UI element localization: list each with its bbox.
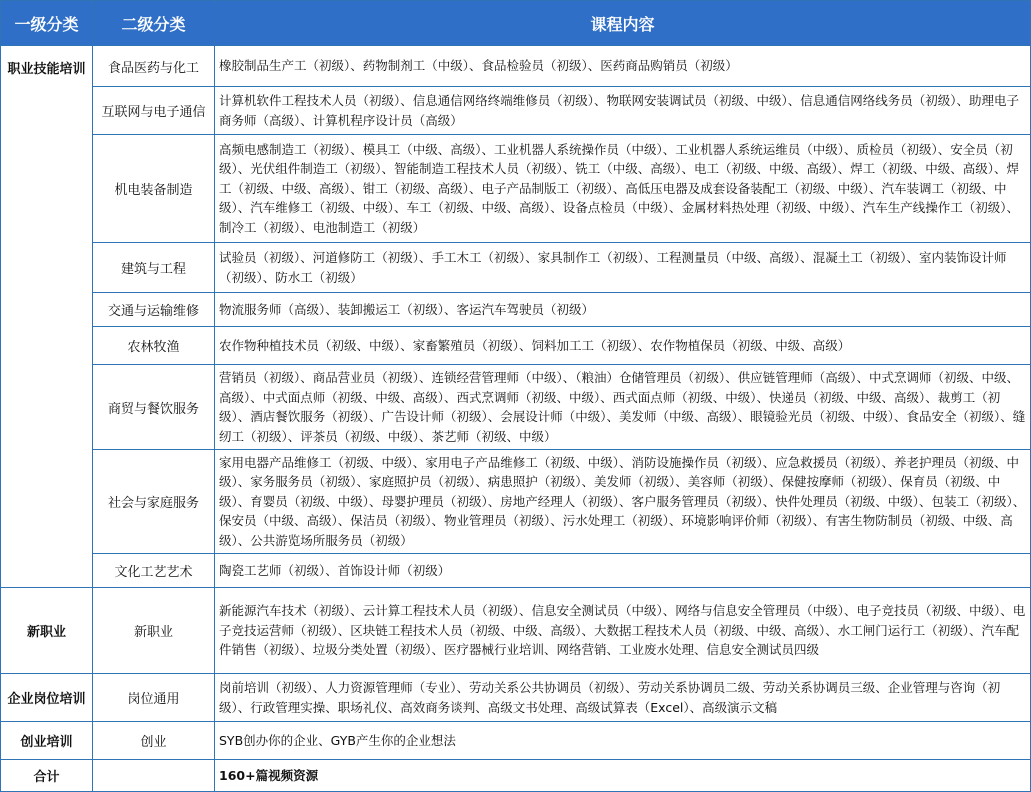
table-row: [1, 293, 1031, 327]
table-header-row: [1, 1, 1031, 46]
table-row: [1, 87, 1031, 135]
table-row-total: [1, 760, 1031, 792]
group-cell-vocational: 职业技能培训: [1, 46, 93, 588]
content-cell: 高频电感制造工（初级）、模具工（中级、高级）、工业机器人系统操作员（中级）、工业机器人系统运维员（中级）、质检员（初级）、安全员（初级）、光伏组件制造工（初级）、智能制造工程技术人员（初级）、铣工（中级、高级）、电工（初级、中级、高级）、焊工（初级、中级、高级）、焊工（初级、中级、高级）、钳工（初级、高级）、电子产品制版工（初级）、高低压电器及成套设备装配工（初级、中级）、汽车装调工（初级、中级）、汽车维修工（初级、中级）、车工（初级、中级、高级）、设备点检员（中级）、金属材料热处理（初级、中级）、汽车生产线操作工（初级）、制冷工（初级）、电池制造工（初级）: [215, 135, 1031, 243]
subcategory-cell: 交通与运输维修: [93, 293, 215, 327]
table-row: [1, 365, 1031, 450]
group-cell-startup: 创业培训: [1, 722, 93, 760]
content-cell: 陶瓷工艺师（初级）、首饰设计师（初级）: [215, 554, 1031, 588]
content-cell: 试验员（初级）、河道修防工（初级）、手工木工（初级）、家具制作工（初级）、工程测量员（中级、高级）、混凝土工（初级）、室内装饰设计师（初级）、防水工（初级）: [215, 243, 1031, 293]
header-level2: 二级分类: [93, 1, 215, 46]
table-row: [1, 450, 1031, 554]
subcategory-cell: 岗位通用: [93, 674, 215, 722]
table-row: [1, 588, 1031, 674]
subcategory-cell: 新职业: [93, 588, 215, 674]
content-cell: 新能源汽车技术（初级）、云计算工程技术人员（初级）、信息安全测试员（中级）、网络与信息安全管理员（中级）、电子竞技员（初级、中级）、电子竞技运营师（初级）、区块链工程技术人员（初级、中级、高级）、大数据工程技术人员（初级、中级、高级）、水工闸门运行工（初级）、汽车配件销售（初级）、垃圾分类处置（初级）、医疗器械行业培训、网络营销、工业废水处理、信息安全测试员四级: [215, 588, 1031, 674]
table-row: [1, 327, 1031, 365]
subcategory-cell: 食品医药与化工: [93, 46, 215, 87]
subcategory-cell: 机电装备制造: [93, 135, 215, 243]
subcategory-cell: 建筑与工程: [93, 243, 215, 293]
content-cell: 家用电器产品维修工（初级、中级）、家用电子产品维修工（初级、中级）、消防设施操作员（初级）、应急救援员（初级）、养老护理员（初级、中级）、家务服务员（初级）、家庭照护员（初级）、病患照护（初级）、美发师（初级）、美容师（初级）、保健按摩师（初级）、保育员（初级、中级）、育婴员（初级、中级）、母婴护理员（初级）、房地产经理人（初级）、客户服务管理员（初级）、快件处理员（初级、中级）、包装工（初级）、保安员（中级、高级）、保洁员（初级）、物业管理员（初级）、污水处理工（初级）、环境影响评价师（初级）、有害生物防制员（初级、中级、高级）、公共游览场所服务员（初级）: [215, 450, 1031, 554]
table-row: [1, 135, 1031, 243]
group-cell-total: 合计: [1, 760, 93, 792]
subcategory-cell: 文化工艺艺术: [93, 554, 215, 588]
group-cell-new-occupation: 新职业: [1, 588, 93, 674]
subcategory-cell: [93, 760, 215, 792]
content-cell: 计算机软件工程技术人员（初级）、信息通信网络终端维修员（初级）、物联网安装调试员（初级、中级）、信息通信网络线务员（初级）、助理电子商务师（高级）、计算机程序设计员（高级）: [215, 87, 1031, 135]
content-cell: 物流服务师（高级）、装卸搬运工（初级）、客运汽车驾驶员（初级）: [215, 293, 1031, 327]
header-content: 课程内容: [215, 1, 1031, 46]
content-cell: 岗前培训（初级）、人力资源管理师（专业）、劳动关系公共协调员（初级）、劳动关系协调员二级、劳动关系协调员三级、企业管理与咨询（初级）、行政管理实操、职场礼仪、高效商务谈判、高级文书处理、高级试算表（Excel）、高级演示文稿: [215, 674, 1031, 722]
table-row: [1, 674, 1031, 722]
table-row: [1, 243, 1031, 293]
subcategory-cell: 互联网与电子通信: [93, 87, 215, 135]
total-value: 160+篇视频资源: [215, 760, 1031, 792]
content-cell: 营销员（初级）、商品营业员（初级）、连锁经营管理师（中级）、（粮油）仓储管理员（初级）、供应链管理师（高级）、中式烹调师（初级、中级、高级）、中式面点师（初级、中级、高级）、西式烹调师（初级、中级）、西式面点师（初级、中级）、快递员（初级、中级、高级）、裁剪工（初级）、酒店餐饮服务（初级）、广告设计师（初级）、会展设计师（中级）、美发师（中级、高级）、眼镜验光员（初级、中级）、食品安全（初级）、缝纫工（初级）、评茶员（初级、中级）、茶艺师（初级、中级）: [215, 365, 1031, 450]
table-row: [1, 46, 1031, 87]
content-cell: 农作物种植技术员（初级、中级）、家畜繁殖员（初级）、饲料加工工（初级）、农作物植保员（初级、中级、高级）: [215, 327, 1031, 365]
subcategory-cell: 商贸与餐饮服务: [93, 365, 215, 450]
group-cell-enterprise: 企业岗位培训: [1, 674, 93, 722]
subcategory-cell: 农林牧渔: [93, 327, 215, 365]
subcategory-cell: 创业: [93, 722, 215, 760]
header-level1: 一级分类: [1, 1, 93, 46]
table-row: [1, 722, 1031, 760]
content-cell: 橡胶制品生产工（初级）、药物制剂工（中级）、食品检验员（初级）、医药商品购销员（初级）: [215, 46, 1031, 87]
subcategory-cell: 社会与家庭服务: [93, 450, 215, 554]
content-cell: SYB创办你的企业、GYB产生你的企业想法: [215, 722, 1031, 760]
table-row: [1, 554, 1031, 588]
